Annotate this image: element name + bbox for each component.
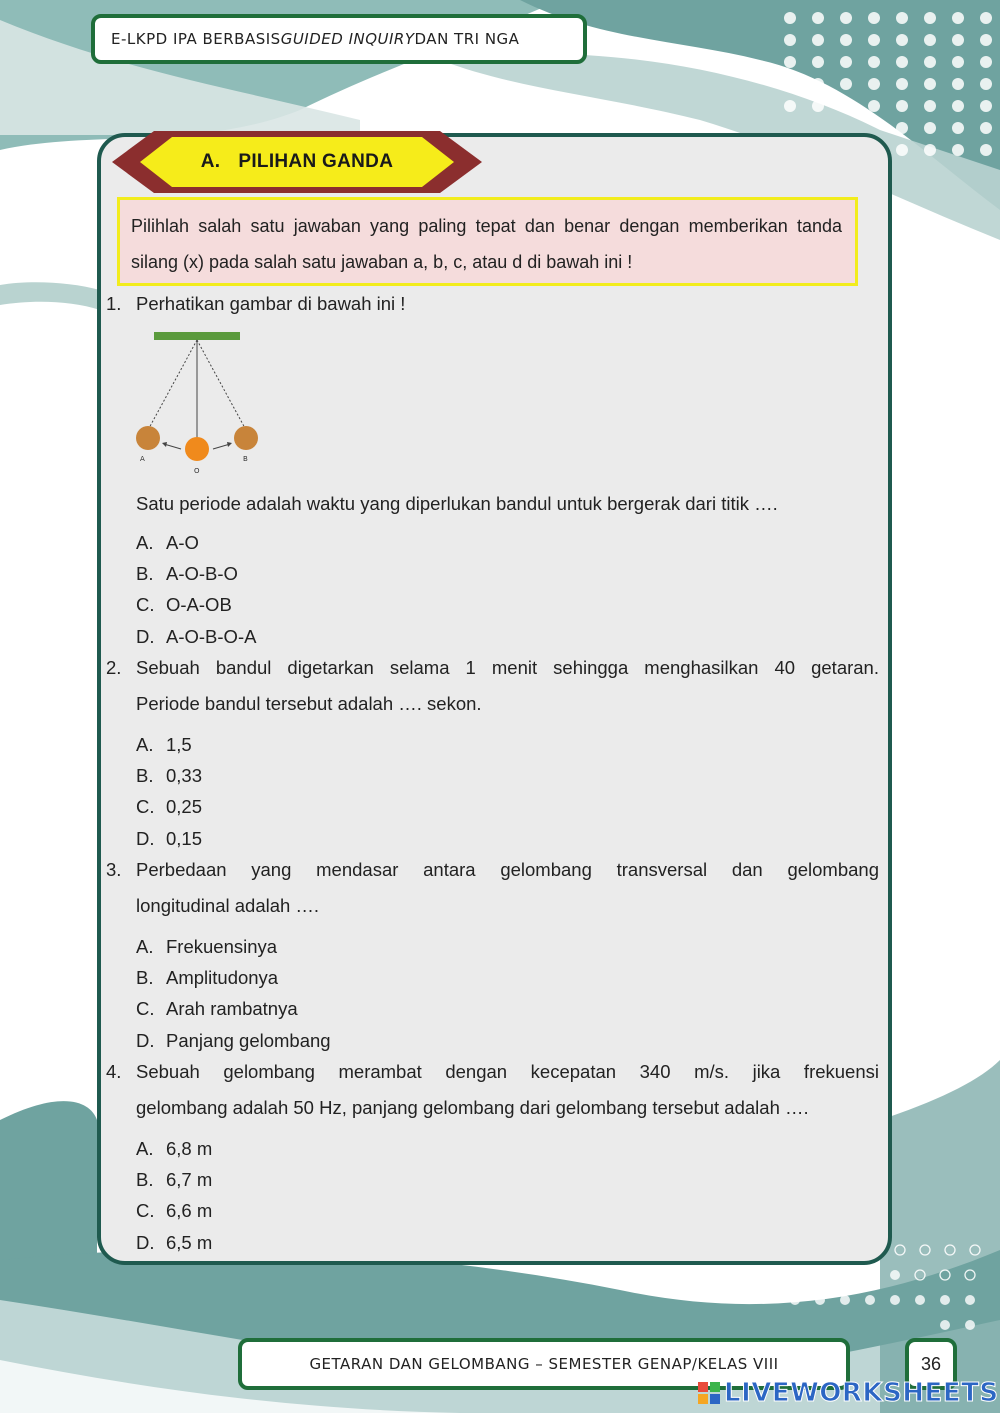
watermark-text: LIVEWORKSHEETS: [724, 1378, 999, 1408]
pendulum-bob-o: [185, 437, 209, 461]
liveworksheets-logo-icon: [698, 1382, 720, 1404]
option-4a[interactable]: A. 6,8 m: [136, 1138, 213, 1159]
liveworksheets-watermark: [698, 1378, 999, 1408]
footer-text: GETARAN DAN GELOMBANG – SEMESTER GENAP/KELAS VIII: [309, 1355, 779, 1373]
option-3b[interactable]: B. Amplitudonya: [136, 967, 279, 988]
option-3d[interactable]: D. Panjang gelombang: [136, 1030, 331, 1051]
question-text-line-1: Perbedaan yang mendasar antara gelombang transversal dan gelombang: [136, 859, 879, 880]
pendulum-support: [154, 332, 240, 340]
pendulum-label-a: A: [140, 455, 145, 463]
instruction-box: [117, 197, 858, 286]
pendulum-bob-b: [234, 426, 258, 450]
question-number: 1.: [106, 293, 122, 314]
option-1b[interactable]: B. A-O-B-O: [136, 563, 238, 584]
question-number: 3.: [106, 859, 122, 880]
option-2c[interactable]: C. 0,25: [136, 796, 203, 817]
instruction-text: Pilihlah salah satu jawaban yang paling tepat dan benar dengan memberikan tanda silang (x) pada salah satu jawaban a, b, c, atau d di bawah ini !: [131, 216, 842, 272]
option-1c[interactable]: C. O-A-OB: [136, 594, 232, 615]
page-number: 36: [920, 1353, 942, 1374]
question-number: 4.: [106, 1061, 122, 1082]
pendulum-bob-a: [136, 426, 160, 450]
option-3a[interactable]: A. Frekuensinya: [136, 936, 278, 957]
question-text-line-2: longitudinal adalah ….: [136, 895, 320, 916]
question-text: Perhatikan gambar di bawah ini !: [136, 293, 406, 314]
option-2a[interactable]: A. 1,5: [136, 734, 192, 755]
option-1d[interactable]: D. A-O-B-O-A: [136, 626, 257, 647]
question-text-line-1: Sebuah gelombang merambat dengan kecepatan 340 m/s. jika frekuensi: [136, 1061, 879, 1082]
option-4d[interactable]: D. 6,5 m: [136, 1232, 213, 1253]
section-title-text: PILIHAN GANDA: [238, 151, 394, 172]
header-title-italic: GUIDED INQUIRY: [280, 30, 415, 48]
document-header: [91, 14, 587, 64]
option-3c[interactable]: C. Arah rambatnya: [136, 998, 298, 1019]
option-4b[interactable]: B. 6,7 m: [136, 1169, 213, 1190]
pendulum-label-o: O: [194, 467, 200, 475]
header-title-prefix: E-LKPD IPA BERBASIS: [111, 30, 281, 48]
option-2d[interactable]: D. 0,15: [136, 828, 203, 849]
option-2b[interactable]: B. 0,33: [136, 765, 203, 786]
question-text-line-2: gelombang adalah 50 Hz, panjang gelombang dari gelombang tersebut adalah ….: [136, 1097, 809, 1118]
question-number: 2.: [106, 657, 122, 678]
question-text-line-1: Sebuah bandul digetarkan selama 1 menit sehingga menghasilkan 40 getaran.: [136, 657, 879, 678]
option-1a[interactable]: A. A-O: [136, 532, 199, 553]
pendulum-diagram: [130, 326, 270, 476]
question-1-caption: Satu periode adalah waktu yang diperlukan bandul untuk bergerak dari titik ….: [136, 493, 778, 514]
question-text-line-2: Periode bandul tersebut adalah …. sekon.: [136, 693, 482, 714]
section-title: [112, 131, 482, 193]
section-number: A.: [200, 151, 221, 172]
pendulum-label-b: B: [243, 455, 248, 463]
header-title-suffix: DAN TRI NGA: [414, 30, 520, 48]
option-4c[interactable]: C. 6,6 m: [136, 1200, 213, 1221]
